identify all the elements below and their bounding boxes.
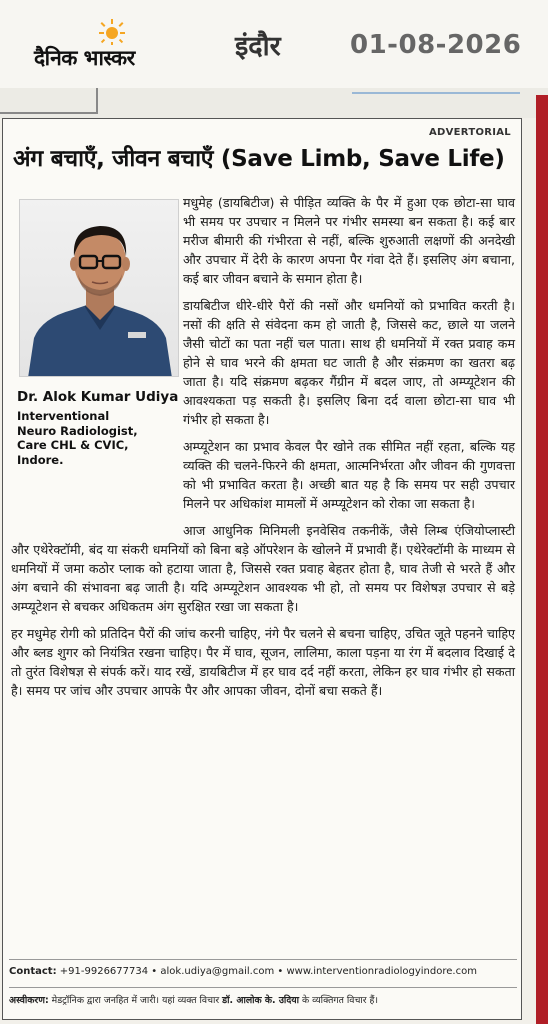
- previous-article-rule: [352, 92, 520, 94]
- edition-date: 01-08-2026: [350, 30, 522, 60]
- logo-text: दैनिक भास्कर: [34, 46, 135, 70]
- contact-label: Contact:: [9, 966, 57, 977]
- article-paragraph: आज आधुनिक मिनिमली इनवेसिव तकनीकें, जैसे लिम्ब एंजियोप्लास्टी और एथेरेक्टॉमी, बंद या संकरी धमनियों को बिना बड़े ऑपरेशन के खोलने में प्रभावी हैं। एथेरेक्टॉमी के माध्यम से धमनियों में जमा कठोर प्लाक को हटाया जाता है, जिससे रक्त प्रवाह बेहतर होता है, घाव तेजी से भरते हैं और अंग बचाने की संभावना बढ़ जाती है। यदि अम्प्यूटेशन आवश्यक भी हो, तो समय पर विशेषज्ञ उपचार से बड़े अम्प्यूटेशन से बचकर अधिकतम अंग सुरक्षित रखा जा सकता है।: [11, 523, 515, 614]
- contact-separator: •: [274, 966, 287, 977]
- contact-separator: •: [148, 966, 161, 977]
- advertorial-article: [2, 118, 522, 1020]
- credential-line: Indore.: [17, 452, 64, 467]
- contact-email[interactable]: alok.udiya@gmail.com: [160, 966, 275, 977]
- article-paragraph: अम्प्यूटेशन का प्रभाव केवल पैर खोने तक सीमित नहीं रहता, बल्कि यह व्यक्ति की चलने-फिरने की क्षमता, आत्मनिर्भरता और जीवन की गुणवत्ता को भी प्रभावित करता है। अच्छी बात यह है कि समय पर सही उपचार मिलने पर अधिकांश मामलों में अम्प्यूटेशन को रोका जा सकता है।: [183, 439, 515, 511]
- sun-logo-icon: [98, 18, 126, 46]
- masthead: [0, 0, 548, 88]
- contact-phone[interactable]: +91-9926677734: [59, 966, 149, 977]
- advertorial-label: ADVERTORIAL: [428, 127, 511, 138]
- article-paragraph: मधुमेह (डायबिटीज) से पीड़ित व्यक्ति के पैर में हुआ एक छोटा-सा घाव भी समय पर उपचार न मिलने पर गंभीर समस्या बन सकता है। कई बार मरीज बीमारी की गंभीरता से नहीं, बल्कि शुरुआती लक्षणों की अनदेखी और उपचार में देरी के कारण अपना पैर गंवा देते हैं। इसलिए अंग बचाना, कई बार जीवन बचाने के समान होता है।: [183, 195, 515, 286]
- disclaimer-text: के व्यक्तिगत विचार हैं।: [299, 995, 378, 1006]
- contact-website[interactable]: www.interventionradiologyindore.com: [286, 966, 477, 977]
- page-edge-red-bar: [536, 95, 548, 1024]
- previous-article-border: [0, 88, 98, 114]
- disclaimer-text: मेडट्रॉनिक द्वारा जनहित में जारी। यहां व्यक्त विचार: [48, 995, 223, 1006]
- credential-line: Care CHL & CVIC,: [17, 438, 129, 452]
- edition-city: इंदौर: [235, 31, 281, 62]
- photo-float-space: [11, 193, 183, 523]
- article-body: [11, 193, 515, 708]
- disclaimer-label: अस्वीकरण:: [9, 995, 49, 1006]
- article-paragraph: डायबिटीज धीरे-धीरे पैरों की नसों और धमनियों को प्रभावित करती है। नसों की क्षति से संवेदना कम हो जाती है, जिससे कट, छाले या जलने जैसी चोटों का पता नहीं चल पाता। साथ ही धमनियों में रक्त प्रवाह कम होने से घाव भरने की क्षमता घट जाती है और संक्रमण का खतरा बढ़ जाता है। यदि संक्रमण बढ़कर गैंग्रीन में बदल जाए, तो अम्प्यूटेशन की आवश्यकता पड़ सकती है। इसलिए बिना दर्द वाला छोटा-सा घाव भी गंभीर हो सकता है।: [183, 298, 515, 427]
- article-paragraph: हर मधुमेह रोगी को प्रतिदिन पैरों की जांच करनी चाहिए, नंगे पैर चलने से बचना चाहिए, उचित जूते पहनने चाहिए और ब्लड शुगर को नियंत्रित रखना चाहिए। पैर में घाव, सूजन, लालिमा, काला पड़ना या रंग में बदलाव दिखाई दे तो तुरंत विशेषज्ञ से संपर्क करें। याद रखें, डायबिटीज में हर घाव दर्द नहीं करता, लेकिन हर घाव गंभीर हो सकता है। समय पर जांच और उपचार आपके पैर और आपका जीवन, दोनों बचा सकते हैं।: [11, 626, 515, 698]
- contact-line: [9, 959, 517, 977]
- article-headline: अंग बचाएँ, जीवन बचाएँ (Save Limb, Save Life): [13, 146, 505, 172]
- newspaper-logo: [34, 18, 194, 74]
- disclaimer-doctor-name: डॉ. आलोक के. उदिया: [222, 995, 300, 1006]
- doctor-name: Dr. Alok Kumar Udiya: [17, 389, 179, 405]
- disclaimer-line: [9, 987, 517, 1006]
- credential-line: Neuro Radiologist,: [17, 423, 138, 438]
- credential-line: Interventional: [17, 409, 110, 423]
